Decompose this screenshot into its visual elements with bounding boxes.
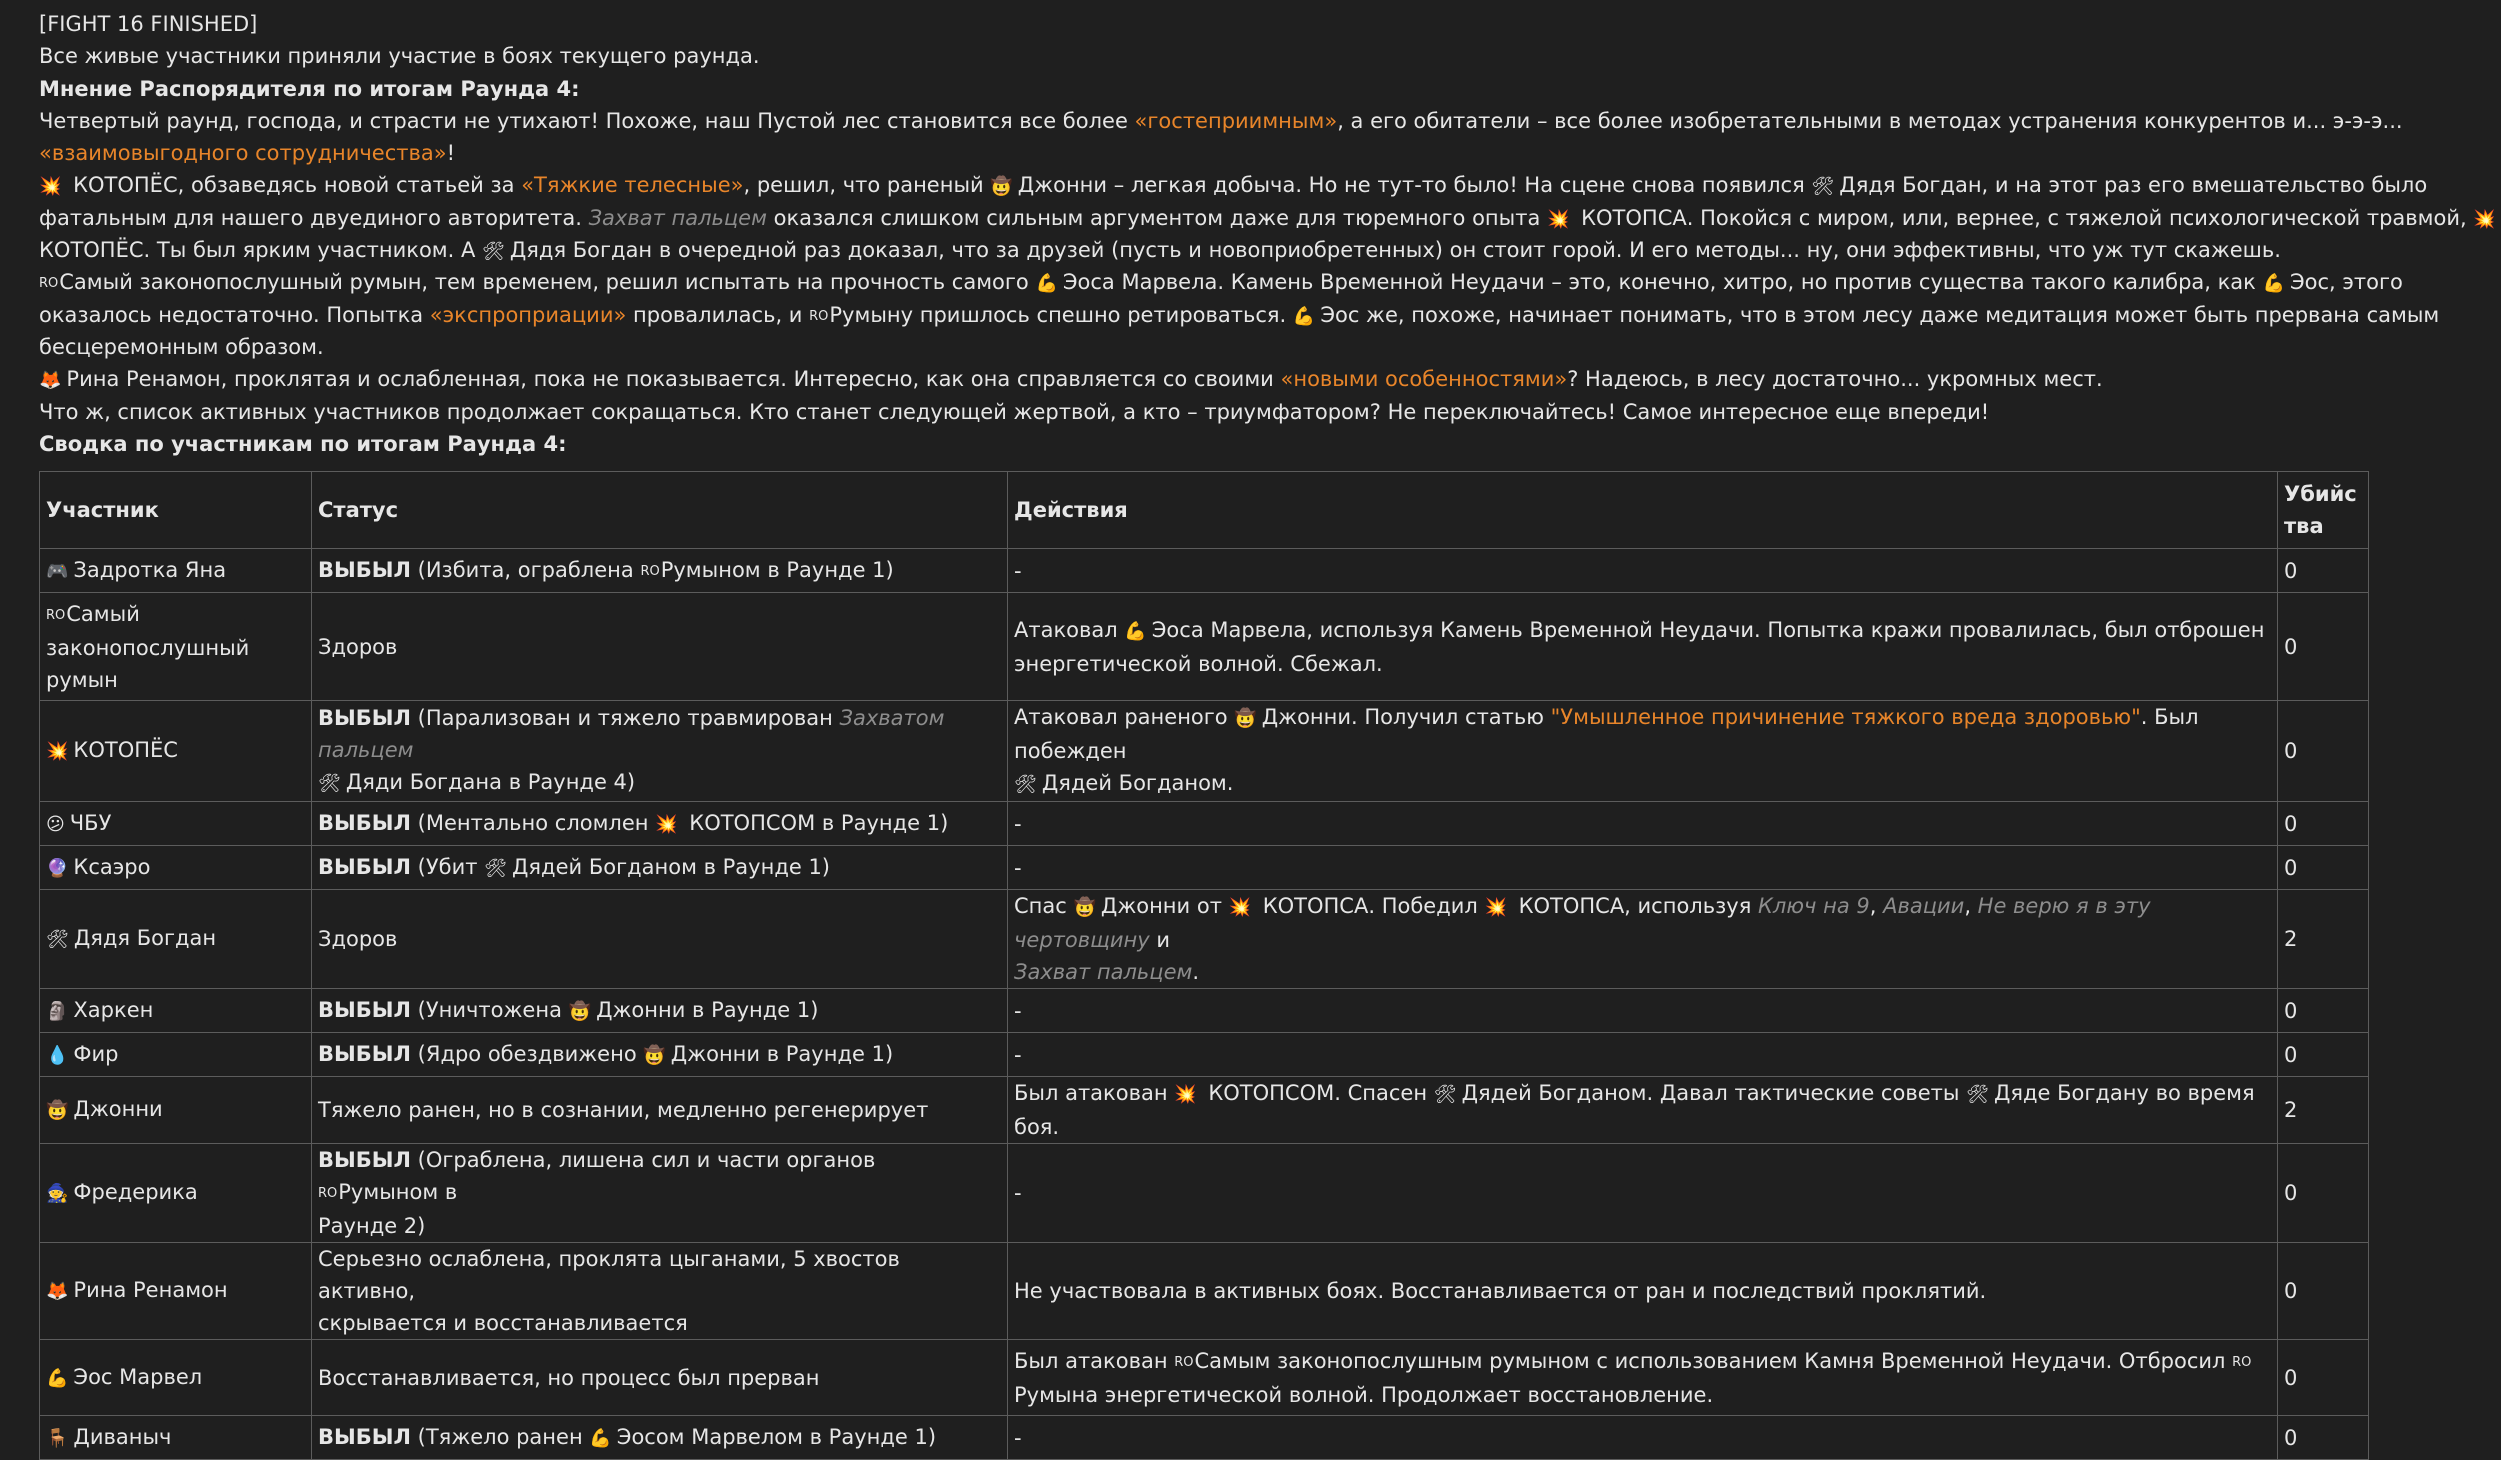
table-row (40, 1077, 2369, 1144)
table-row (40, 1243, 2369, 1340)
actions-cell: Не участвовала в активных боях. Восстанавливается от ран и последствий проклятий. (1008, 1243, 2278, 1340)
kills-cell: 0 (2278, 846, 2369, 890)
kills-cell: 0 (2278, 701, 2369, 802)
romania-flag-icon: RO (2232, 1354, 2252, 1370)
muscle-icon: 💪 (1124, 620, 1147, 642)
participant-cell: 💥 КОТОПЁС (40, 701, 312, 802)
all-fought-text: Все живые участники приняли участие в боях текущего раунда. (39, 44, 760, 69)
log-paragraph: 🦊 Рина Ренамон, проклятая и ослабленная, пока не показывается. Интересно, как она справляется со своими «новыми особенностями»? Надеюсь, в лесу достаточно... укромных мест. (39, 363, 2369, 395)
status-cell: Здоров (312, 593, 1008, 701)
muscle-icon: 💪 (1292, 305, 1316, 327)
explosion-icon: 💥 (2473, 208, 2496, 230)
table-row (40, 1340, 2369, 1416)
tools-icon: 🛠 (46, 929, 69, 950)
statue-icon: 🗿 (46, 1000, 69, 1022)
romania-flag-icon: RO (318, 1186, 338, 1201)
log-paragraph: бесцеремонным образом. (39, 334, 324, 359)
status-cell: Здоров (312, 890, 1008, 989)
chair-icon: 🪑 (46, 1427, 69, 1449)
actions-cell: - (1008, 989, 2278, 1033)
cowboy-icon: 🤠 (643, 1044, 666, 1066)
actions-cell: - (1008, 802, 2278, 846)
participant-cell: 💧 Фир (40, 1033, 312, 1077)
status-cell: ВЫБЫЛ (Избита, ограблена ROРумыном в Раунде 1) (312, 549, 1008, 593)
mage-icon: 🧙 (46, 1183, 69, 1204)
log-paragraph: фатальным для нашего двуединого авторитета. Захват пальцем оказался слишком сильным аргументом даже для тюремного опыта 💥 КОТОПСА. Покойся с миром, или, вернее, с тяжелой психологической травмой, 💥 (39, 202, 2369, 234)
explosion-icon: 💥 (1174, 1084, 1197, 1105)
muscle-icon: 💪 (46, 1367, 69, 1389)
tools-icon: 🛠 (484, 857, 508, 879)
status-cell: ВЫБЫЛ (Парализован и тяжело травмирован Захватом пальцем 🛠 Дяди Богдана в Раунде 4) (312, 701, 1008, 802)
log-paragraph: «взаимовыгодного сотрудничества»! (39, 141, 455, 166)
status-cell: ВЫБЫЛ (Ментально сломлен 💥 КОТОПСОМ в Раунде 1) (312, 802, 1008, 846)
column-header-participant: Участник (40, 472, 312, 549)
chat-log (39, 8, 2496, 460)
table-row (40, 846, 2369, 890)
quote: «гостеприимным» (1134, 108, 1338, 133)
log-paragraph: 💥 КОТОПЁС, обзаведясь новой статьей за «Тяжкие телесные», решил, что раненый 🤠 Джонни – легкая добыча. Но не тут-то было! На сцене снова появился 🛠 Дядя Богдан, и на этот раз его вмешательство было (39, 169, 2369, 201)
status-cell: ВЫБЫЛ (Убит 🛠 Дядей Богданом в Раунде 1) (312, 846, 1008, 890)
participants-table (39, 471, 2369, 1460)
crystal-ball-icon: 🔮 (46, 857, 69, 879)
actions-cell: Атаковал раненого 🤠 Джонни. Получил статью "Умышленное причинение тяжкого вреда здоровью". Был побежден 🛠 Дядей Богданом. (1008, 701, 2278, 802)
opinion-heading: Мнение Распорядителя по итогам Раунда 4: (39, 76, 580, 101)
fight-finished: [FIGHT 16 FINISHED] (39, 12, 258, 36)
gamepad-icon: 🎮 (46, 560, 69, 582)
kills-cell: 0 (2278, 1243, 2369, 1340)
actions-cell: Был атакован 💥 КОТОПСОМ. Спасен 🛠 Дядей Богданом. Давал тактические советы 🛠 Дяде Богдану во время боя. (1008, 1077, 2278, 1144)
actions-cell: - (1008, 1144, 2278, 1243)
muscle-icon: 💪 (1035, 273, 1058, 295)
quote: «взаимовыгодного сотрудничества» (39, 141, 447, 166)
kills-cell: 2 (2278, 890, 2369, 989)
participant-cell: 🪑 Диваныч (40, 1416, 312, 1460)
column-header-status: Статус (312, 472, 1008, 549)
table-row (40, 701, 2369, 802)
column-header-actions: Действия (1008, 472, 2278, 549)
table-row (40, 989, 2369, 1033)
quote: «новыми особенностями» (1280, 367, 1568, 392)
kills-cell: 0 (2278, 1033, 2369, 1077)
tools-icon: 🛠 (482, 241, 505, 263)
actions-cell: - (1008, 1416, 2278, 1460)
cowboy-icon: 🤠 (990, 176, 1013, 198)
participant-cell: 🎮 Задротка Яна (40, 549, 312, 593)
kills-cell: 0 (2278, 1340, 2369, 1416)
log-paragraph: КОТОПЁС. Ты был ярким участником. А 🛠 Дядя Богдан в очередной раз доказал, что за друзей (пусть и новоприобретенных) он стоит горой. И его методы... ну, они эффективны, что уж тут скажешь. (39, 234, 2369, 266)
romania-flag-icon: RO (1174, 1354, 1194, 1370)
cowboy-icon: 🤠 (568, 1000, 592, 1022)
tools-icon: 🛠 (318, 773, 341, 794)
log-paragraph: оказалось недостаточно. Попытка «экспроприации» провалилась, и ROРумыну пришлось спешно ретироваться. 💪 Эос же, похоже, начинает понимать, что в этом лесу даже медитация может быть прервана самым (39, 299, 2369, 331)
participant-cell: 🛠 Дядя Богдан (40, 890, 312, 989)
actions-cell: - (1008, 549, 2278, 593)
kills-cell: 0 (2278, 802, 2369, 846)
participant-cell: 🤠 Джонни (40, 1077, 312, 1144)
table-row (40, 890, 2369, 989)
explosion-icon: 💥 (1484, 897, 1507, 918)
droplet-icon: 💧 (46, 1044, 69, 1066)
tools-icon: 🛠 (1014, 774, 1037, 795)
ability-name: Захватом пальцем (318, 706, 945, 762)
summary-heading: Сводка по участникам по итогам Раунда 4: (39, 431, 567, 456)
tools-icon: 🛠 (1811, 176, 1835, 198)
kills-cell: 2 (2278, 1077, 2369, 1144)
status-cell: ВЫБЫЛ (Тяжело ранен 💪 Эосом Марвелом в Раунде 1) (312, 1416, 1008, 1460)
status-cell: Тяжело ранен, но в сознании, медленно регенерирует (312, 1077, 1008, 1144)
actions-cell: - (1008, 1033, 2278, 1077)
cowboy-icon: 🤠 (46, 1100, 69, 1121)
log-paragraph: Что ж, список активных участников продолжает сокращаться. Кто станет следующей жертвой, а кто – триумфатором? Не переключайтесь! Самое интересное еще впереди! (39, 399, 1990, 424)
explosion-icon: 💥 (46, 741, 69, 762)
column-header-kills: Убийс тва (2278, 472, 2369, 549)
quote: "Умышленное причинение тяжкого вреда здоровью" (1550, 705, 2141, 729)
cowboy-icon: 🤠 (1073, 897, 1096, 918)
participant-cell: 💪 Эос Марвел (40, 1340, 312, 1416)
kills-cell: 0 (2278, 593, 2369, 701)
kills-cell: 0 (2278, 1416, 2369, 1460)
ability-name: Захват пальцем (588, 205, 767, 230)
status-cell: Восстанавливается, но процесс был прерван (312, 1340, 1008, 1416)
fox-icon: 🦊 (46, 1281, 69, 1302)
kills-cell: 0 (2278, 1144, 2369, 1243)
table-row (40, 1416, 2369, 1460)
tools-icon: 🛠 (1433, 1084, 1457, 1105)
table-row (40, 549, 2369, 593)
actions-cell: - (1008, 846, 2278, 890)
muscle-icon: 💪 (2262, 273, 2285, 295)
participant-cell: 🗿 Харкен (40, 989, 312, 1033)
participant-cell: 😕 ЧБУ (40, 802, 312, 846)
fox-icon: 🦊 (39, 370, 62, 392)
participant-cell: ROСамый законопослушный румын (40, 593, 312, 701)
cowboy-icon: 🤠 (1234, 708, 1257, 729)
participant-cell: 🧙 Фредерика (40, 1144, 312, 1243)
explosion-icon: 💥 (655, 813, 678, 835)
table-row (40, 802, 2369, 846)
log-paragraph: Четвертый раунд, господа, и страсти не утихают! Похоже, наш Пустой лес становится все более «гостеприимным», а его обитатели – все более изобретательными в методах устранения конкурентов и... э-э-э... (39, 108, 2403, 133)
explosion-icon: 💥 (1547, 208, 1570, 230)
romania-flag-icon: RO (809, 308, 829, 324)
table-row (40, 593, 2369, 701)
actions-cell: Спас 🤠 Джонни от 💥 КОТОПСА. Победил 💥 КОТОПСА, используя Ключ на 9, Авации, Не верю я в эту чертовщину и Захват пальцем. (1008, 890, 2278, 989)
status-cell: ВЫБЫЛ (Уничтожена 🤠 Джонни в Раунде 1) (312, 989, 1008, 1033)
kills-cell: 0 (2278, 549, 2369, 593)
romania-flag-icon: RO (46, 607, 66, 623)
kills-cell: 0 (2278, 989, 2369, 1033)
status-cell: ВЫБЫЛ (Ограблена, лишена сил и части органов ROРумыном в Раунде 2) (312, 1144, 1008, 1243)
status-cell: Серьезно ослаблена, проклята цыганами, 5 хвостов активно, скрывается и восстанавливается (312, 1243, 1008, 1340)
confused-face-icon: 😕 (46, 813, 65, 835)
table-row (40, 1033, 2369, 1077)
explosion-icon: 💥 (39, 176, 62, 198)
tools-icon: 🛠 (1966, 1084, 1989, 1105)
log-paragraph: ROСамый законопослушный румын, тем временем, решил испытать на прочность самого 💪 Эоса Марвела. Камень Временной Неудачи – это, конечно, хитро, но против существа такого калибра, как 💪 Эос, этого (39, 266, 2369, 298)
romania-flag-icon: RO (640, 563, 660, 579)
participant-cell: 🦊 Рина Ренамон (40, 1243, 312, 1340)
participant-cell: 🔮 Ксаэро (40, 846, 312, 890)
quote: «Тяжкие телесные» (521, 173, 744, 198)
status-cell: ВЫБЫЛ (Ядро обездвижено 🤠 Джонни в Раунде 1) (312, 1033, 1008, 1077)
explosion-icon: 💥 (1228, 897, 1252, 918)
table-row (40, 1144, 2369, 1243)
actions-cell: Был атакован ROСамым законопослушным румыном с использованием Камня Временной Неудачи. Отбросил RO Румына энергетической волной. Продолжает восстановление. (1008, 1340, 2278, 1416)
quote: «экспроприации» (429, 302, 627, 327)
muscle-icon: 💪 (589, 1427, 612, 1449)
romania-flag-icon: RO (39, 276, 59, 292)
table-header-row (40, 472, 2369, 549)
actions-cell: Атаковал 💪 Эоса Марвела, используя Камень Временной Неудачи. Попытка кражи провалилась, был отброшен энергетической волной. Сбежал. (1008, 593, 2278, 701)
